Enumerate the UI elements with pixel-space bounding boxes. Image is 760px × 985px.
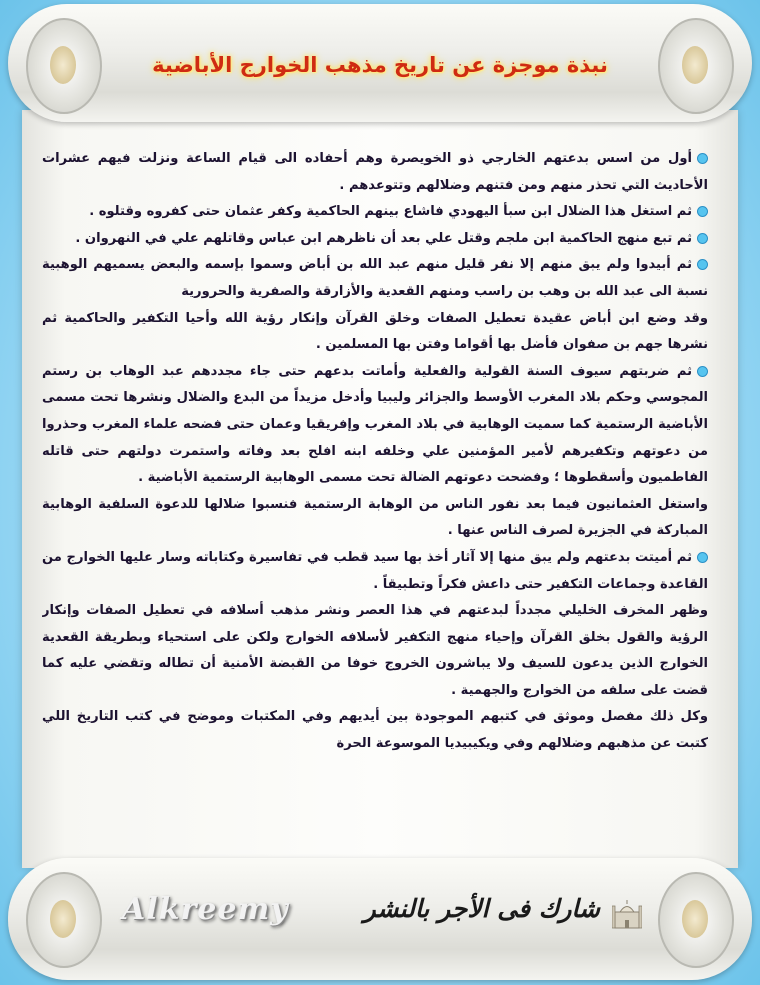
paragraph-text: ثم استغل هذا الضلال ابن سبأ اليهودي فاشاع بينهم الحاكمية وكفر عثمان حتى كفروه وقتلوه . xyxy=(89,204,692,220)
paragraph-text: ثم ضربتهم سيوف السنة القولية والفعلية وأماتت بدعهم حتى جاء مجددهم عبد الوهاب بن رستم المجوسي وحكم بلاد المغرب الأوسط والجزائر وليبيا وأدخل مزيداً من البدع والضلال ونشرها تحت مسمى الأباضية الرستمية كما سميت الوهابية في بلاد المغرب وإفريقيا وعمان حتى فضحه علماء المغرب وحذروا من دعوتهم وتكفيرهم لأمير المؤمنين علي وخلفه ابنه افلح بعد وفاته واستمرت دولتهم حتى قاتله الفاطميون وأسقطوها ؛ وفضحت دعوتهم الضالة تحت مسمى الوهابية الرستمية الأباضية . xyxy=(42,363,708,486)
paragraph-3 xyxy=(42,226,708,253)
paragraph-text: أول من اسس بدعتهم الخارجي ذو الخويصرة وهم أحفاده الى قيام الساعة ونزلت فيهم عشرات الأحاديث التي تحذر منهم ومن فتنهم وضلالهم وتتوعدهم . xyxy=(42,151,708,193)
paragraph-7 xyxy=(42,492,708,545)
paragraph-8 xyxy=(42,545,708,598)
paragraph-4 xyxy=(42,252,708,305)
paragraph-text: واستغل العثمانيون فيما بعد نفور الناس من الوهابة الرستمية فنسبوا ضلالها للدعوة السلفية الوهابية المباركة في الجزيرة لصرف الناس عنها . xyxy=(42,496,708,539)
circle-bullet-icon xyxy=(697,233,708,244)
share-slogan: شارك فى الأجر بالنشر xyxy=(363,894,600,923)
scroll-roll-end-icon xyxy=(26,872,102,968)
title-area xyxy=(120,40,640,90)
circle-bullet-icon xyxy=(697,366,708,377)
circle-bullet-icon xyxy=(697,552,708,563)
circle-bullet-icon xyxy=(697,206,708,217)
paragraph-2 xyxy=(42,199,708,226)
paragraph-5 xyxy=(42,306,708,359)
paragraph-text: وقد وضع ابن أباض عقيدة تعطيل الصفات وخلق القرآن وإنكار رؤية الله وأحيا التكفير والحاكمية ثم نشرها جهم بن صفوان فأضل بها أقواما وفتن بها المسلمين . xyxy=(42,310,708,353)
paragraph-text: ثم تبع منهج الحاكمية ابن ملجم وقتل علي بعد أن ناظرهم ابن عباس وقاتلهم علي في النهروان . xyxy=(75,230,692,246)
paragraph-9 xyxy=(42,598,708,704)
article-body xyxy=(42,146,708,858)
signature-watermark: Alkreemy xyxy=(122,892,289,927)
paragraph-text: وكل ذلك مفصل وموثق في كتبهم الموجودة بين أيديهم وفي المكتبات وموضح في كتب التاريخ اللي كتبت عن مذهبهم وضلالهم وفي ويكيبيديا الموسوعة الحرة xyxy=(42,709,708,752)
scroll-roll-end-icon xyxy=(26,18,102,114)
scroll-roll-end-icon xyxy=(658,18,734,114)
paragraph-6 xyxy=(42,359,708,492)
paragraph-10 xyxy=(42,704,708,757)
footer xyxy=(100,888,660,938)
scroll-roll-end-icon xyxy=(658,872,734,968)
paragraph-1 xyxy=(42,146,708,199)
paragraph-text: ثم أميتت بدعتهم ولم يبق منها إلا آثار أخذ بها سيد قطب في تفاسيرة وكتاباته وسار عليها الخوارج من القاعدة وجماعات التكفير حتى داعش فكراً وتطبيقاً . xyxy=(42,549,708,592)
circle-bullet-icon xyxy=(697,259,708,270)
paragraph-text: وظهر المخرف الخليلي مجدداً لبدعتهم في هذا العصر ونشر مذهب أسلافه في تعطيل الصفات وإنكار الرؤية والقول بخلق القرآن وإحياء منهج التكفير لأسلافه الخوارج ولكن على استحياء وبطريقة القعدية الخوارج الذين يدعون للسيف ولا يباشرون الخروج خوفا من القبضة الأمنية أن تطاله وتقضي عليه كما قضت على سلفه من الخوارج والجهمية . xyxy=(42,603,708,698)
circle-bullet-icon xyxy=(697,153,708,164)
page-title: نبذة موجزة عن تاريخ مذهب الخوارج الأباضية xyxy=(152,53,608,77)
mosque-icon xyxy=(612,898,642,930)
paragraph-text: ثم أبيدوا ولم يبق منهم إلا نفر قليل منهم عبد الله بن أباض وسموا بإسمه والبعض يسميهم الوهبية نسبة الى عبد الله بن وهب بن راسب ومنهم القعدية والأزارقة والصفرية والحرورية xyxy=(42,257,708,299)
